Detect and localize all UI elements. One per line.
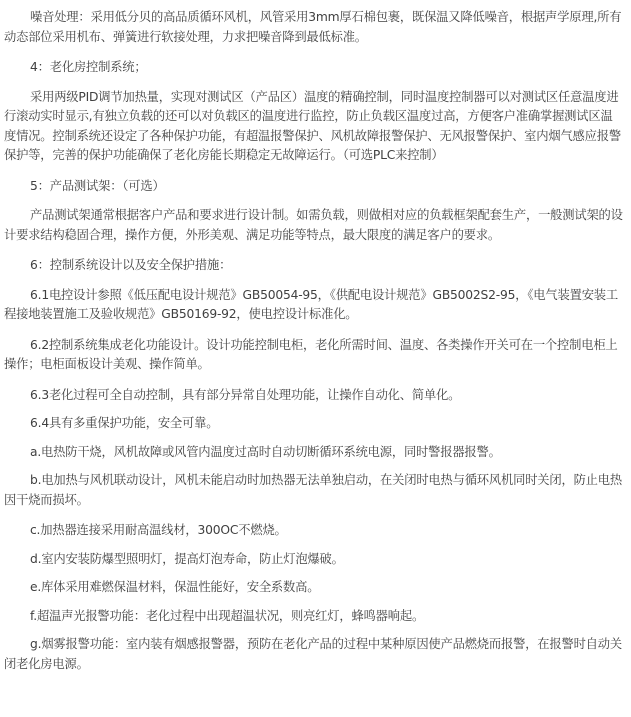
paragraph-a: a.电热防干烧，风机故障或风管内温度过高时自动切断循环系统电源，同时警报器报警。 [30, 444, 501, 459]
paragraph-f: f.超温声光报警功能：老化过程中出现超温状况，则亮红灯，蜂鸣器响起。 [30, 608, 425, 623]
paragraph-6-1: 6.1电控设计参照《低压配电设计规范》GB50054-95，《供配电设计规范》GB5002S2-95，《电气装置安装工程接地装置施工及验收规范》GB50169-92，使电控设计标准化。 [4, 287, 618, 321]
heading-safety-design: 6：控制系统设计以及安全保护措施： [30, 258, 232, 272]
paragraph-g: g.烟雾报警功能：室内装有烟感报警器，预防在老化产品的过程中某种原因使产品燃烧而报警，在报警时自动关闭老化房电源。 [4, 637, 622, 671]
heading-test-rack: 5：产品测试架：（可选） [30, 178, 165, 193]
paragraph-6-3: 6.3老化过程可全自动控制，具有部分异常自处理功能，让操作自动化、简单化。 [30, 387, 461, 402]
paragraph-b: b.电加热与风机联动设计，风机未能启动时加热器无法单独启动，在关闭时电热与循环风机同时关闭，防止电热因干烧而损坏。 [4, 473, 622, 507]
paragraph-test-rack: 产品测试架通常根据客户产品和要求进行设计制。如需负载，则做相对应的负载框架配套生产，一般测试架的设计要求结构稳固合理，操作方便，外形美观、满足功能等特点，最大限度的满足客户的要求。 [4, 208, 623, 242]
paragraph-pid-control: 采用两级PID调节加热量，实现对测试区（产品区）温度的精确控制，同时温度控制器可以对测试区任意温度进行滚动实时显示,有独立负载的还可以对负载区的温度进行监控，防止负载区温度过高，方便客户准确掌握测试区温度情况。控制系统还设定了各种保护功能，有超温报警保护、风机故障报警保护、无风报警保护、室内烟气感应报警保护等，完善的保护功能确保了老化房能长期稳定无故障运行。（可选PLC来控制） [4, 89, 621, 162]
paragraph-noise-treatment: 噪音处理：采用低分贝的高品质循环风机，风管采用3mm厚石棉包裹，既保温又降低噪音，根据声学原理,所有动态部位采用机布、弹簧进行软接处理，力求把噪音降到最低标准。 [4, 10, 622, 44]
paragraph-6-4: 6.4具有多重保护功能，安全可靠。 [30, 416, 219, 430]
paragraph-6-2: 6.2控制系统集成老化功能设计。设计功能控制电柜，老化所需时间、温度、各类操作开关可在一个控制电柜上操作；电柜面板设计美观、操作简单。 [4, 337, 618, 371]
paragraph-d: d.室内安装防爆型照明灯，提高灯泡寿命，防止灯泡爆破。 [30, 551, 344, 566]
heading-control-system: 4：老化房控制系统； [30, 60, 147, 74]
paragraph-e: e.库体采用难燃保温材料，保温性能好，安全系数高。 [30, 580, 320, 594]
paragraph-c: c.加热器连接采用耐高温线材，300OC不燃烧。 [30, 523, 287, 537]
